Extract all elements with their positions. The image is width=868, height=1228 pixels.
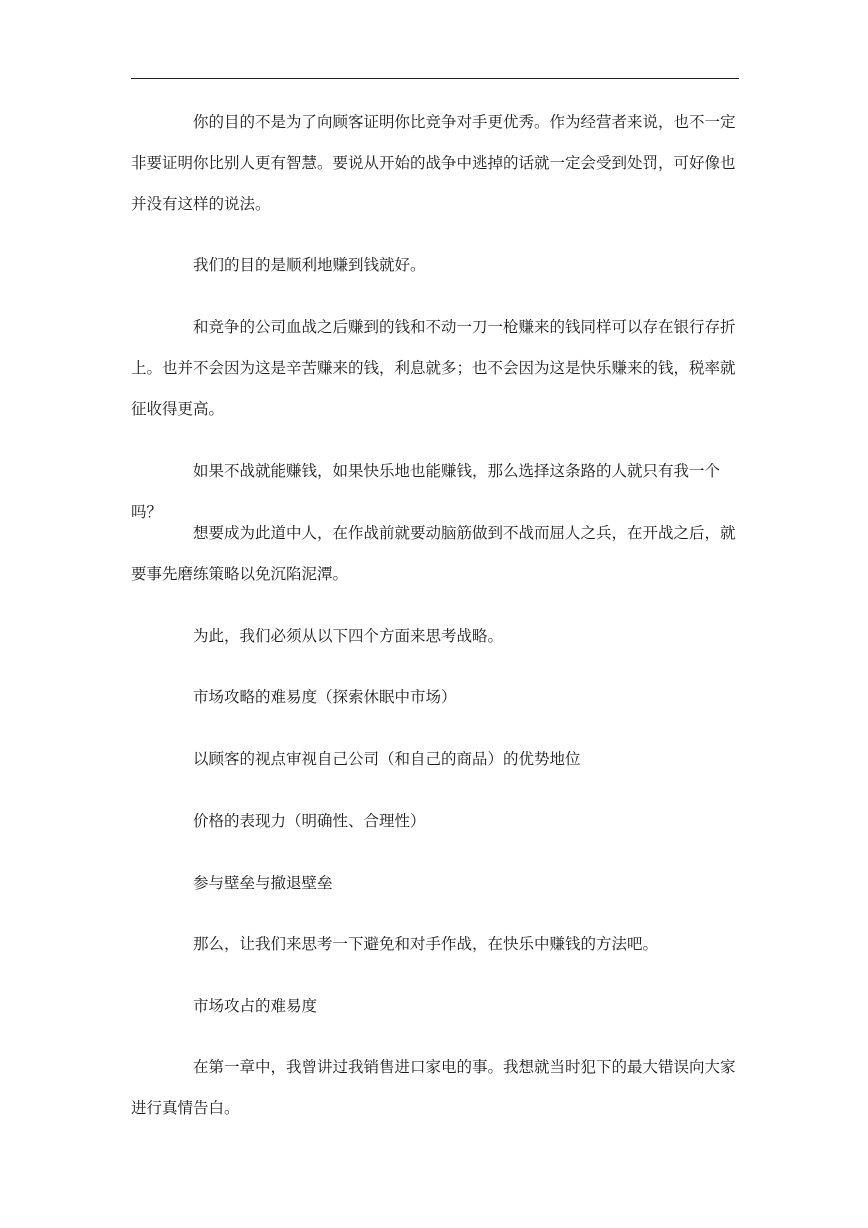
paragraph-8: 在第一章中，我曾讲过我销售进口家电的事。我想就当时犯下的最大错误向大家进行真情告白。 — [131, 1058, 736, 1117]
list-item-1: 市场攻略的难易度（探索休眠中市场） — [193, 688, 457, 706]
section-heading: 市场攻占的难易度 — [193, 997, 318, 1015]
list-item-2: 以顾客的视点审视自己公司（和自己的商品）的优势地位 — [193, 750, 581, 768]
header-rule — [131, 78, 739, 79]
paragraph-3: 和竞争的公司血战之后赚到的钱和不动一刀一枪赚来的钱同样可以存在银行存折上。也并不会因为这是辛苦赚来的钱，利息就多；也不会因为这是快乐赚来的钱，税率就征收得更高。 — [131, 318, 736, 418]
paragraph-1: 你的目的不是为了向顾客证明你比竞争对手更优秀。作为经营者来说，也不一定非要证明你比别人更有智慧。要说从开始的战争中逃掉的话就一定会受到处罚，可好像也并没有这样的说法。 — [131, 113, 736, 213]
paragraph-2: 我们的目的是顺利地赚到钱就好。 — [193, 256, 426, 274]
paragraph-6: 为此，我们必须从以下四个方面来思考战略。 — [193, 627, 504, 645]
paragraph-7: 那么，让我们来思考一下避免和对手作战，在快乐中赚钱的方法吧。 — [193, 935, 659, 953]
list-item-4: 参与壁垒与撤退壁垒 — [193, 874, 333, 892]
paragraph-5: 想要成为此道中人，在作战前就要动脑筋做到不战而屈人之兵，在开战之后，就要事先磨练策略以免沉陷泥潭。 — [131, 524, 736, 583]
paragraph-4: 如果不战就能赚钱，如果快乐地也能赚钱，那么选择这条路的人就只有我一个吗？ — [131, 462, 721, 521]
list-item-3: 价格的表现力（明确性、合理性） — [193, 812, 426, 830]
